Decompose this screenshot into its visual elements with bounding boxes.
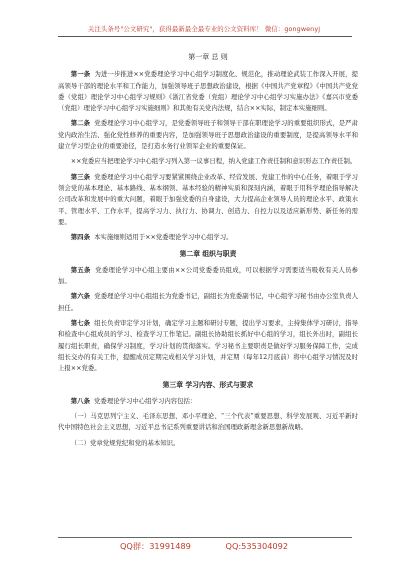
document-body bbox=[58, 50, 358, 449]
article-5 bbox=[58, 265, 358, 288]
article-5-label: 第五条 bbox=[70, 265, 91, 274]
article-6 bbox=[58, 291, 358, 314]
article-2-label: 第二条 bbox=[70, 119, 91, 128]
chapter-3-title: 第三章 学习内容、形式与要求 bbox=[162, 381, 254, 390]
chapter-1-title: 第一章 总 则 bbox=[188, 53, 228, 61]
article-7 bbox=[58, 318, 358, 374]
footer-divider bbox=[58, 537, 352, 538]
footer-qq-group: QQ群：31991489 bbox=[119, 541, 191, 551]
footer-qq-number: QQ:535304092 bbox=[225, 541, 289, 551]
article-5-text: 党委理论学习中心组主要由××公司党委委员组成，可以根据学习需要适当吸收有关人员参加。 bbox=[58, 265, 358, 286]
list-item-1: （一）马克思列宁主义、毛泽东思想、邓小平理论、“三个代表”重要思想、科学发展观、习近平新时代中国特色社会主义思想，习近平总书记系列重要讲话和治国理政新理念新思想新战略。 bbox=[58, 412, 358, 432]
article-6-text: 党委理论学习中心组组长为党委书记，副组长为党委副书记，中心组学习秘书由办公室负责人担任。 bbox=[58, 292, 359, 312]
article-1-text: 为进一步推进××党委理论学习中心组学习制度化、规范化，推动理论武装工作深入开展，提高领导干部的理论水平和工作能力，加强领导班子思想政治建设，根据《中国共产党章程》《中国共产党党委（党组）理论学习中心组学习规则》《浙江省党委（党组）理论学习中心组学习实施办法》《嘉兴市党委（党组）理论学习中心组学习实施细则》和其他有关党内法规，结合××实际，制定本实施细则。 bbox=[58, 70, 358, 113]
article-4 bbox=[58, 232, 358, 243]
article-2-text: 党委理论学习中心组学习，是党委领导班子和领导干部在职理论学习的重要组织形式，是严肃党内政治生活、强化党性修养的重要内容，是加强领导班子思想政治建设的重要制度，是提高领导水平和建立学习型企业的重要途径，是打造水务行业领军企业的重要保证。 bbox=[58, 119, 359, 151]
article-1-label: 第一条 bbox=[70, 70, 91, 79]
chapter-2-title: 第二章 组织与职责 bbox=[179, 250, 237, 259]
header-note: 关注头条号"公文研究"，获得最新最全最专业的公文资料库！ 微信：gongwenyj bbox=[87, 25, 321, 33]
list-item-2: （二）党章党规党纪和党的基本知识。 bbox=[70, 438, 180, 447]
footer-contacts bbox=[0, 541, 408, 552]
article-8-label: 第八条 bbox=[70, 396, 90, 405]
article-3-label: 第三条 bbox=[70, 172, 91, 181]
article-7-label: 第七条 bbox=[70, 318, 91, 327]
article-3 bbox=[58, 172, 358, 228]
article-4-text: 本实施细则适用于××党委理论学习中心组学习。 bbox=[94, 233, 233, 242]
article-7-text: 组长负责审定学习计划，确定学习主题和研讨专题，提出学习要求，主持集体学习研讨，指导和检查中心组成员的学习、检查学习工作笔记。副组长协助组长抓好中心组的学习，组长外出时，副组长履行组长职责，确保学习制度，学习计划的贯彻落实。学习秘书主要职责是做好学习服务保障工作，完成组长交办的有关工作，提醒成员定期完成相关学习计划，并定期（每年12月底前）将中心组学习情况及时上报××党委。 bbox=[58, 318, 359, 373]
article-8-text: 党委理论学习中心组学习内容包括： bbox=[94, 396, 197, 405]
article-6-label: 第六条 bbox=[70, 292, 91, 301]
article-1 bbox=[58, 69, 358, 114]
paragraph-responsibility: ××党委应当把理论学习中心组学习列入第一议事日程，纳入党建工作责任制和意识形态工作责任制。 bbox=[70, 157, 357, 166]
article-4-label: 第四条 bbox=[70, 233, 90, 242]
header-divider bbox=[58, 36, 352, 37]
article-2 bbox=[58, 118, 358, 152]
article-3-text: 党委理论学习中心组学习要紧紧围绕企业改革、经营发展、党建工作的中心任务，着眼于学习领会党的基本理论、基本路线、基本纲领、基本经验的精神实质和深刻内涵，着眼于用科学理论指导解决公司改革和发展中的重大问题，着眼于加强党委的自身建设，大力提高企业领导人员的理论水平、政策水平、管理水平、工作水平，提高学习力、执行力、协调力、创造力、自控力以及适应新形势、新任务的需要。 bbox=[58, 172, 359, 226]
article-8 bbox=[58, 396, 358, 407]
